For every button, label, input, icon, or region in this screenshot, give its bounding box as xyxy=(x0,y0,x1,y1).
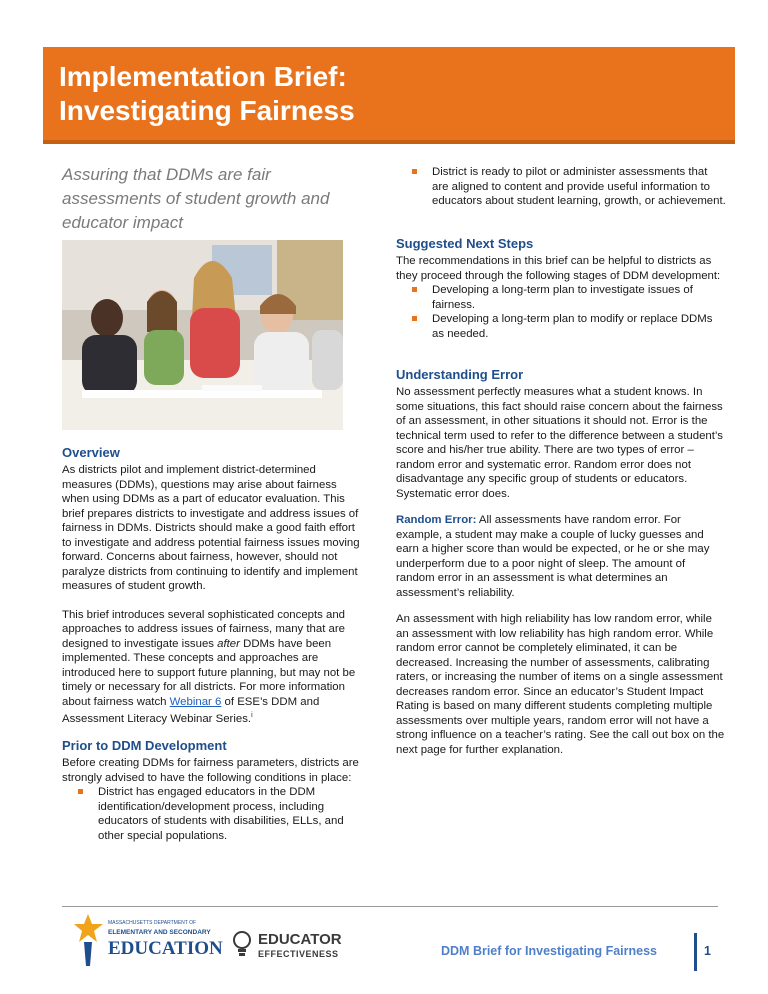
webinar-6-link[interactable]: Webinar 6 xyxy=(169,695,222,708)
classroom-photo xyxy=(62,240,343,430)
random-error-paragraph: Random Error: All assessments have random error. For example, a student may make a couple of lucky guesses and earn a higher score than would be expected, or he or she may underperform due to a poor night of sleep. The amount of random error in an assessment is what determines an assessment’s reliability. xyxy=(396,514,710,599)
overview-heading: Overview xyxy=(62,445,120,460)
svg-text:ELEMENTARY AND SECONDARY: ELEMENTARY AND SECONDARY xyxy=(108,929,211,936)
title-banner xyxy=(43,47,735,144)
lightbulb-icon xyxy=(234,932,250,956)
next-steps-heading: Suggested Next Steps xyxy=(396,236,534,251)
overview-paragraph-2: This brief introduces several sophisticated concepts and approaches to address issues of fairness, many that are designed to investigate issues after DDMs have been implemented. These concepts and approaches are introduced here to support future planning, but may not be timely or necessary for all districts. For more information about fairness watch Webinar 6 of ESE’s DDM and Assessment Literacy Webinar Series.$^i$ xyxy=(62,608,356,725)
subtitle: Assuring that DDMs are fair assessments of student growth and educator impact xyxy=(62,165,330,232)
next-steps-section xyxy=(396,236,726,341)
prior-section xyxy=(62,738,360,843)
error-paragraph-1: No assessment perfectly measures what a student knows. In some situations, this fact should raise concern about the fairness of an assessment, in other situations it should not. Error is the technical term used to refer to the difference between a student’s score and his/her true ability. There are two types of error – random error and systematic error. Random error does not disadvantage any specific group of students or educators. Systematic error does. xyxy=(396,386,723,500)
footer-document-title: DDM Brief for Investigating Fairness xyxy=(441,944,658,958)
list-item: District is ready to pilot or administer assessments that are aligned to content and provide useful information to educators about student learning, growth, or achievement. xyxy=(396,165,726,209)
svg-text:EDUCATOR: EDUCATOR xyxy=(258,931,342,948)
footer-divider xyxy=(62,906,718,907)
svg-text:EFFECTIVENESS: EFFECTIVENESS xyxy=(258,949,339,959)
page-number: 1 xyxy=(704,944,711,958)
list-item: Developing a long-term plan to investigate issues of fairness. xyxy=(396,283,726,312)
svg-text:EDUCATION: EDUCATION xyxy=(108,938,223,959)
error-heading: Understanding Error xyxy=(396,367,524,382)
prior-bullets xyxy=(62,785,360,843)
list-item: Developing a long-term plan to modify or replace DDMs as needed. xyxy=(396,312,726,341)
footer-page-bar xyxy=(694,933,697,971)
prior-intro: Before creating DDMs for fairness parameters, districts are strongly advised to have the following conditions in place: xyxy=(62,757,359,784)
next-steps-intro: The recommendations in this brief can be helpful to districts as they proceed through the following stages of DDM development: xyxy=(396,255,721,282)
error-section xyxy=(396,367,726,757)
svg-text:MASSACHUSETTS DEPARTMENT OF: MASSACHUSETTS DEPARTMENT OF xyxy=(108,920,197,926)
prior-heading: Prior to DDM Development xyxy=(62,738,227,753)
educator-effectiveness-logo xyxy=(230,928,380,962)
ese-logo xyxy=(74,912,223,972)
next-steps-bullets xyxy=(396,283,726,341)
prior-bullets-continued xyxy=(396,165,726,209)
reliability-paragraph: An assessment with high reliability has low random error, while an assessment with low reliability has high random error. While random error cannot be completely eliminated, it can be decreased. Increasing the number of assessments, calibrating raters, or increasing the number of items on a single assessment decreases random error. Since an educator’s Student Impact Rating is based on many different students completing multiple assessments over multiple years, random error will not have a strong influence on a teacher’s rating. See the call out box on the next page for further explanation. xyxy=(396,613,725,756)
overview-paragraph-1: As districts pilot and implement district-determined measures (DDMs), questions may arise about fairness when using DDMs as a part of educator evaluation. This brief prepares districts to investigate and address issues of fairness in DDMs. Districts should make a good faith effort to investigate and address potential fairness issues moving forward. Concerns about fairness, however, should not paralyze districts from continuing to identify and implement measures of student growth. xyxy=(62,464,360,592)
page-title: Implementation Brief: Investigating Fairness xyxy=(59,61,355,126)
list-item: District has engaged educators in the DDM identification/development process, including educators of students with disabilities, ELLs, and other special populations. xyxy=(62,785,360,843)
overview-section xyxy=(62,445,360,726)
